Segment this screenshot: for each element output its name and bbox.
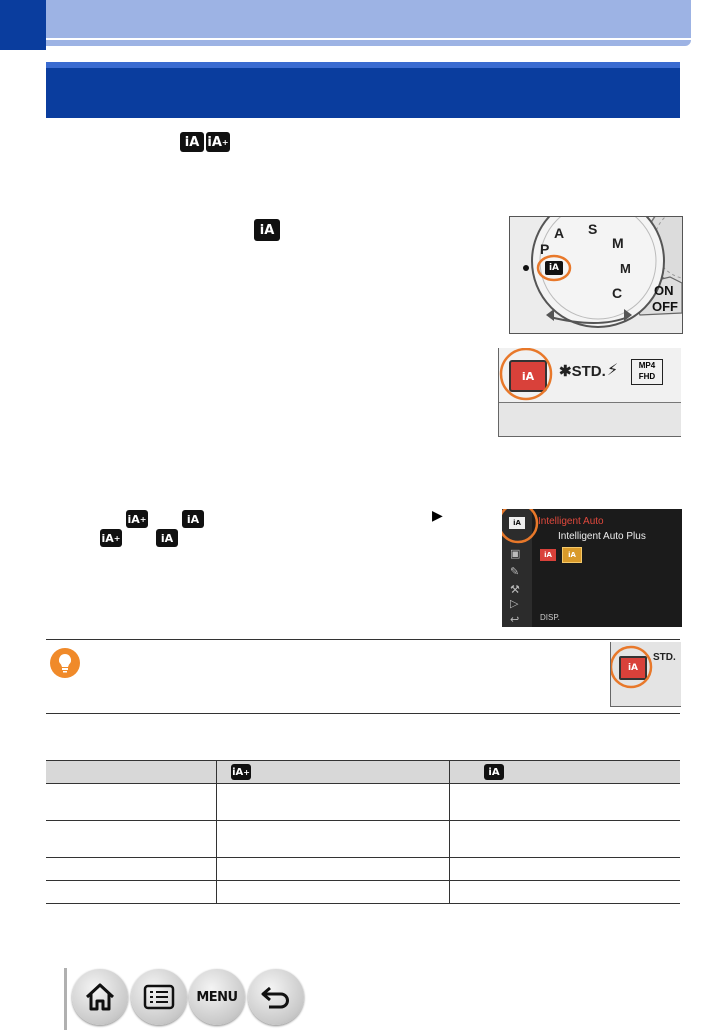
intelligent-auto-icon bbox=[484, 764, 504, 780]
return-icon[interactable]: ↩ bbox=[510, 613, 520, 626]
table-header-cell bbox=[46, 761, 217, 784]
table-cell bbox=[450, 858, 681, 881]
intelligent-auto-plus-icon: iA + bbox=[126, 510, 148, 528]
back-button[interactable] bbox=[248, 969, 304, 1025]
table-cell bbox=[450, 784, 681, 821]
table-cell bbox=[450, 821, 681, 858]
tip-box-bottom-rule bbox=[46, 713, 680, 714]
dial-letter-s: S bbox=[588, 221, 598, 237]
intelligent-auto-icon bbox=[180, 132, 204, 152]
home-icon bbox=[83, 982, 117, 1012]
display-illustration bbox=[498, 348, 681, 437]
scene-ia-label: iA bbox=[521, 369, 535, 383]
table-row bbox=[46, 881, 680, 904]
ia-plus-icon-text: iA bbox=[101, 531, 114, 545]
lightbulb-icon bbox=[50, 648, 80, 678]
table-cell bbox=[46, 784, 217, 821]
ia-icon-text: iA bbox=[184, 134, 200, 150]
intelligent-auto-plus-icon: iA + bbox=[231, 764, 251, 780]
back-arrow-icon bbox=[259, 982, 293, 1012]
ia-icon-text: iA bbox=[186, 512, 200, 526]
rec-menu-icon[interactable]: ▣ bbox=[510, 547, 521, 560]
page-header-underline bbox=[46, 40, 691, 46]
dial-ia-label: iA bbox=[548, 263, 560, 273]
menu-ia-option-label: iA bbox=[544, 551, 552, 559]
section-title-band bbox=[46, 62, 680, 118]
menu-ia-option[interactable] bbox=[540, 549, 556, 561]
menu-disp-label: DISP. bbox=[540, 613, 560, 622]
home-button[interactable] bbox=[72, 969, 128, 1025]
menu-screen-illustration bbox=[502, 509, 682, 627]
intelligent-auto-icon bbox=[182, 510, 204, 528]
page-header-tab bbox=[0, 0, 46, 50]
ia-icon-text: iA bbox=[259, 222, 275, 238]
setup-menu-icon[interactable]: ⚒ bbox=[510, 583, 520, 596]
table-cell bbox=[46, 821, 217, 858]
tip-illustration bbox=[610, 642, 681, 707]
table-row bbox=[46, 821, 680, 858]
contents-button[interactable] bbox=[131, 969, 187, 1025]
intelligent-auto-icon bbox=[156, 529, 178, 547]
dial-movie-mode: M bbox=[620, 261, 631, 276]
table-cell bbox=[46, 858, 217, 881]
power-on-label: ON bbox=[654, 283, 674, 298]
menu-tab-highlight bbox=[502, 509, 540, 545]
menu-ia-plus-option[interactable] bbox=[562, 547, 582, 563]
dial-letter-a: A bbox=[554, 225, 565, 241]
table-cell bbox=[217, 881, 450, 904]
format-bottom-label: FHD bbox=[638, 372, 656, 381]
ia-plus-icon-text: iA bbox=[127, 512, 140, 526]
playback-menu-icon[interactable]: ▷ bbox=[510, 597, 519, 610]
dial-letter-m: M bbox=[612, 235, 624, 251]
table-header-cell bbox=[450, 761, 681, 784]
tip-box-top-rule bbox=[46, 639, 680, 640]
ia-icon-text: iA bbox=[160, 531, 174, 545]
mode-comparison-table bbox=[46, 760, 680, 904]
flash-off-icon: ⚡ bbox=[607, 360, 619, 379]
std-label: STD. bbox=[571, 363, 606, 380]
table-header-cell bbox=[217, 761, 450, 784]
table-cell bbox=[450, 881, 681, 904]
tip-std-label: STD. bbox=[653, 652, 676, 663]
power-off-label: OFF bbox=[652, 299, 678, 314]
ia-plus-icon-text: iA bbox=[207, 134, 222, 150]
ia-icon-text: iA bbox=[488, 766, 500, 778]
tip-icon-highlight bbox=[610, 644, 655, 690]
photo-style-std: ✱STD. bbox=[559, 363, 606, 380]
mode-dial-illustration bbox=[509, 216, 683, 334]
page-header-bar bbox=[46, 0, 691, 38]
scene-icon-highlight bbox=[499, 348, 559, 408]
menu-option-label: Intelligent Auto Plus bbox=[558, 531, 646, 542]
table-cell bbox=[217, 784, 450, 821]
menu-ia-plus-option-label: iA bbox=[568, 551, 576, 559]
dial-custom-mode: C bbox=[612, 285, 623, 301]
nav-divider bbox=[64, 968, 67, 1030]
menu-tab-ia-label: iA bbox=[513, 519, 521, 527]
table-cell bbox=[217, 858, 450, 881]
list-icon bbox=[143, 984, 175, 1010]
dial-letter-p: P bbox=[540, 241, 550, 257]
right-arrow-icon: ▶ bbox=[432, 508, 443, 524]
table-row bbox=[46, 858, 680, 881]
table-cell bbox=[46, 881, 217, 904]
intelligent-auto-icon bbox=[254, 219, 280, 241]
intelligent-auto-plus-icon: iA + bbox=[206, 132, 230, 152]
menu-title: Intelligent Auto bbox=[538, 516, 604, 527]
tip-ia-label: iA bbox=[627, 663, 639, 673]
intelligent-auto-plus-icon: iA + bbox=[100, 529, 122, 547]
menu-button-label: MENU bbox=[196, 989, 238, 1005]
table-cell bbox=[217, 821, 450, 858]
format-top-label: MP4 bbox=[638, 361, 656, 370]
recording-format-icon bbox=[631, 359, 663, 385]
table-header-row bbox=[46, 761, 680, 784]
custom-menu-icon[interactable]: ✎ bbox=[510, 565, 520, 578]
table-row bbox=[46, 784, 680, 821]
ia-plus-icon-text: iA bbox=[232, 766, 244, 778]
menu-button[interactable] bbox=[189, 969, 245, 1025]
